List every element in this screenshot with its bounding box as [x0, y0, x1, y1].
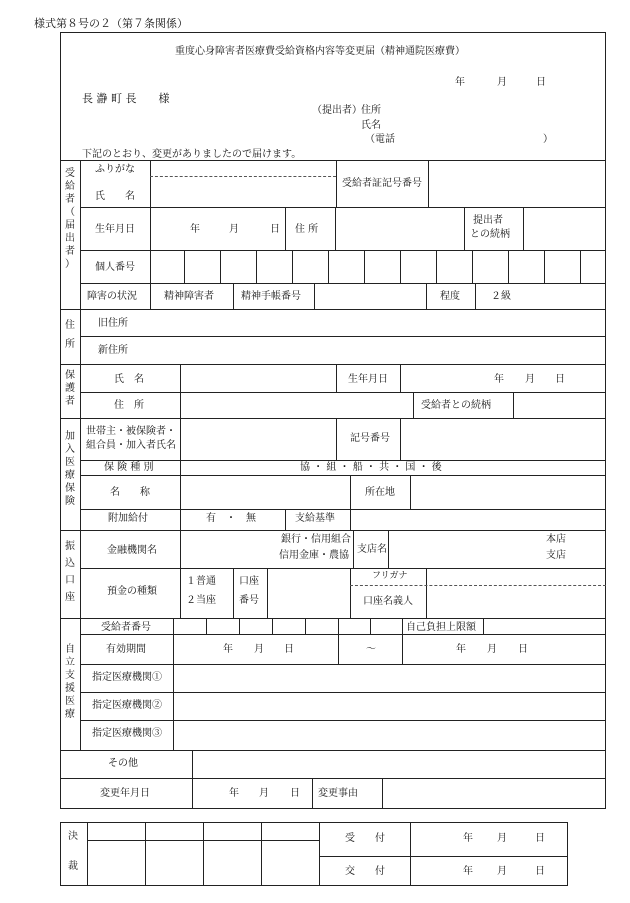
addressee: 長 瀞 町 長 様 — [82, 92, 170, 105]
received-month: 月 — [497, 833, 507, 844]
insurance-side-label: 加 入 医 療 保 険 — [65, 431, 75, 507]
header-day: 日 — [536, 77, 546, 88]
period-start-day: 日 — [284, 644, 294, 655]
period-tilde: ～ — [366, 644, 376, 655]
form-label: 様式第８号の２（第７条関係） — [34, 17, 188, 30]
individual-no-label: 個人番号 — [95, 262, 135, 273]
issued-month: 月 — [497, 866, 507, 877]
submitter-phone-close: ） — [543, 134, 553, 145]
guardian-year: 年 — [494, 374, 504, 385]
insurer-name-label: 名 称 — [110, 487, 150, 498]
validity-period-label: 有効期間 — [106, 644, 146, 655]
other-label: その他 — [108, 758, 138, 769]
benefit-standard-label: 支給基準 — [295, 513, 335, 524]
notice-text: 下記のとおり、変更がありましたので届けます。 — [82, 149, 302, 160]
guardian-day: 日 — [555, 374, 565, 385]
degree-label: 程度 — [440, 291, 460, 302]
received-label: 受 付 — [345, 833, 385, 844]
copay-limit-label: 自己負担上限額 — [406, 622, 476, 633]
submitter-address-label: 住所 — [361, 105, 381, 116]
submitter-name-label: 氏名 — [361, 120, 381, 131]
period-start-month: 月 — [254, 644, 264, 655]
deposit-current: ２当座 — [186, 595, 216, 606]
mental-disabled-label: 精神障害者 — [164, 291, 214, 302]
issued-label: 交 付 — [345, 866, 385, 877]
insurer-location-label: 所在地 — [365, 487, 395, 498]
new-address-label: 新住所 — [98, 345, 128, 356]
guardian-dob-label: 生年月日 — [348, 374, 388, 385]
change-reason-label: 変更事由 — [318, 788, 358, 799]
furigana-label: ふりがな — [95, 164, 135, 175]
dob-year: 年 — [190, 224, 200, 235]
recipient-side-label: 受 給 者 （ 届 出 者 ） — [65, 168, 75, 270]
issued-day: 日 — [535, 866, 545, 877]
period-end-month: 月 — [487, 644, 497, 655]
head-name-label-1: 世帯主・被保険者・ — [86, 426, 176, 437]
support-side-label: 自 立 支 援 医 療 — [65, 644, 75, 720]
header-month: 月 — [497, 77, 507, 88]
change-date-label: 変更年月日 — [100, 788, 150, 799]
relation-label-2: との続柄 — [470, 229, 510, 240]
branch-label: 支店名 — [357, 544, 387, 555]
institution-types-2: 信用金庫・農協 — [279, 550, 349, 561]
received-day: 日 — [535, 833, 545, 844]
recipient-name-label: 氏 名 — [95, 191, 135, 202]
bank-side-label: 振 込 口 座 — [65, 541, 75, 603]
period-end-year: 年 — [456, 644, 466, 655]
support-recipient-no-label: 受給者番号 — [101, 622, 151, 633]
institution-types-1: 銀行・信用組合 — [281, 534, 351, 545]
approval-side-1: 決 — [68, 831, 78, 842]
header-year: 年 — [455, 77, 465, 88]
head-office-label: 本店 — [546, 534, 566, 545]
deposit-ordinary: １普通 — [186, 576, 216, 587]
account-no-label-2: 番号 — [239, 595, 259, 606]
hospital-label-1: 指定医療機関① — [92, 672, 162, 683]
approval-side-2: 裁 — [68, 861, 78, 872]
account-holder-label: 口座名義人 — [363, 596, 413, 607]
guardian-side-label: 保 護 者 — [65, 370, 75, 407]
account-no-label-1: 口座 — [239, 576, 259, 587]
deposit-type-label: 預金の種類 — [107, 586, 157, 597]
period-end-day: 日 — [518, 644, 528, 655]
kana-label: フリガナ — [372, 571, 408, 581]
disability-label: 障害の状況 — [87, 291, 137, 302]
residence-side-label: 住 所 — [65, 320, 75, 350]
dob-day: 日 — [270, 224, 280, 235]
guardian-name-label: 氏 名 — [114, 374, 144, 385]
extra-benefit-label: 附加給付 — [108, 513, 148, 524]
guardian-month: 月 — [525, 374, 535, 385]
submitter-phone-label: （電話 — [365, 134, 395, 145]
guardian-relation-label: 受給者との続柄 — [421, 400, 491, 411]
insurance-type-label: 保 険 種 別 — [104, 462, 154, 473]
insurance-type-options: 協 ・ 組 ・ 船 ・ 共 ・ 国 ・ 後 — [300, 462, 442, 473]
hospital-label-2: 指定医療機関② — [92, 700, 162, 711]
institution-label: 金融機関名 — [107, 545, 157, 556]
change-year: 年 — [229, 788, 239, 799]
submitter-label: （提出者） — [312, 105, 362, 116]
dob-label: 生年月日 — [95, 224, 135, 235]
head-name-label-2: 組合員・加入者氏名 — [86, 440, 176, 451]
form-title: 重度心身障害者医療費受給資格内容等変更届（精神通院医療費） — [175, 46, 465, 57]
change-month: 月 — [259, 788, 269, 799]
issued-year: 年 — [463, 866, 473, 877]
approval-box — [60, 822, 568, 886]
dob-month: 月 — [229, 224, 239, 235]
received-year: 年 — [463, 833, 473, 844]
symbol-no-label: 記号番号 — [350, 433, 390, 444]
old-address-label: 旧住所 — [98, 318, 128, 329]
guardian-address-label: 住 所 — [114, 400, 144, 411]
branch-office-label: 支店 — [546, 550, 566, 561]
recipient-address-label: 住 所 — [295, 224, 319, 235]
handbook-no-label: 精神手帳番号 — [241, 291, 301, 302]
extra-benefit-options: 有 ・ 無 — [206, 513, 256, 524]
change-day: 日 — [290, 788, 300, 799]
period-start-year: 年 — [223, 644, 233, 655]
cert-no-label: 受給者証記号番号 — [342, 178, 422, 189]
hospital-label-3: 指定医療機関③ — [92, 728, 162, 739]
relation-label-1: 提出者 — [473, 215, 503, 226]
grade-value: ２級 — [491, 291, 511, 302]
